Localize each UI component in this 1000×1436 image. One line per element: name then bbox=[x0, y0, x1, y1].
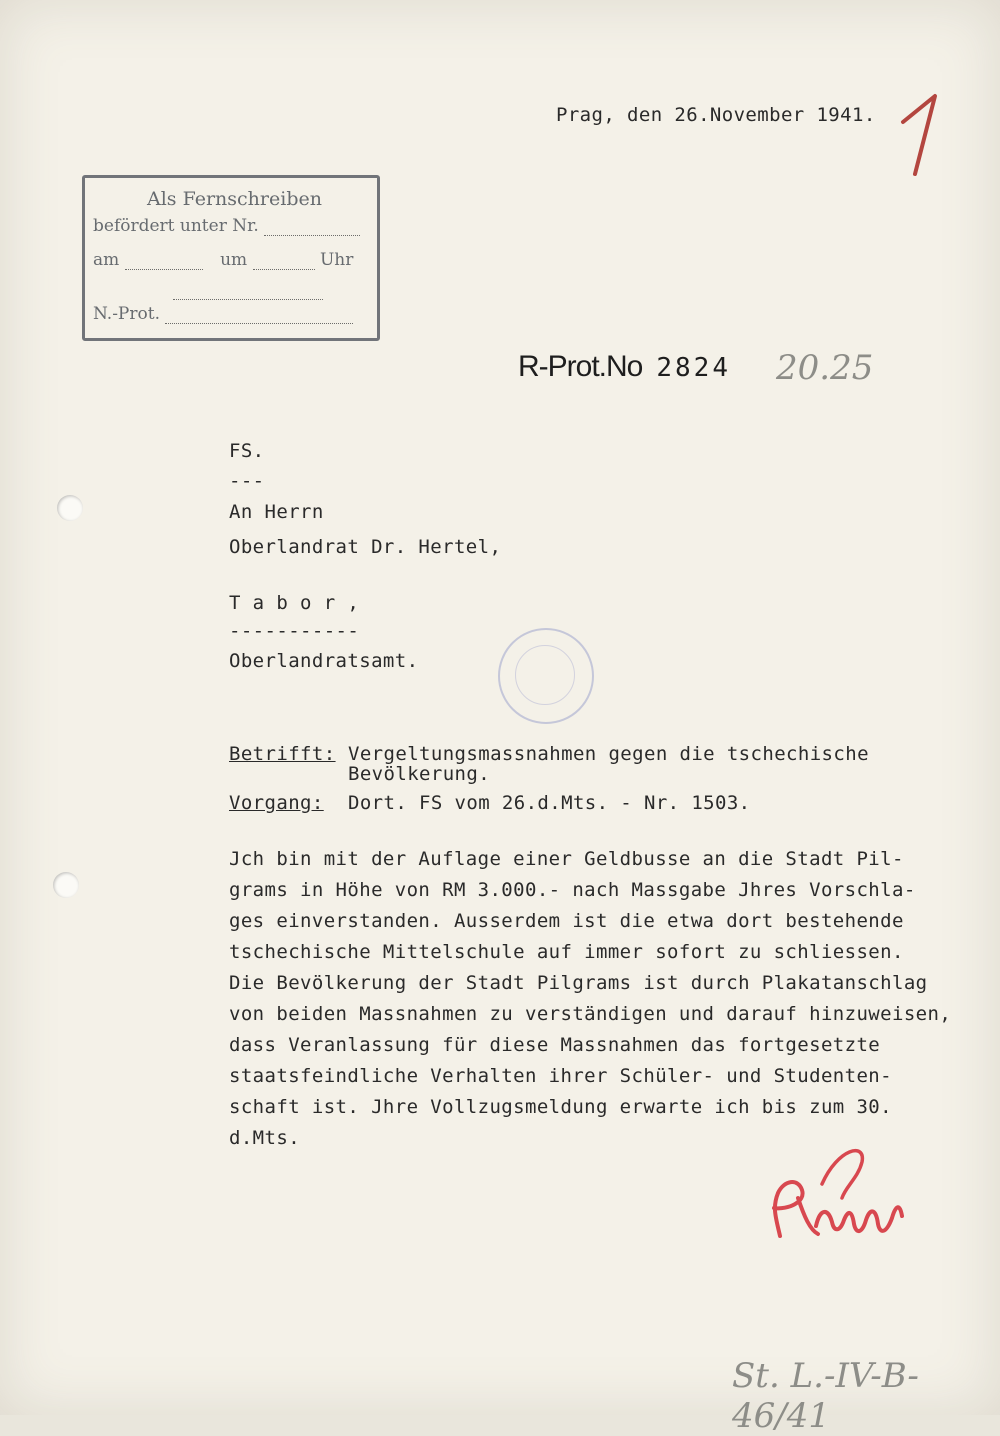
protocol-number bbox=[518, 350, 731, 384]
archive-reference: St. L.-IV-B-46/41 bbox=[732, 1356, 919, 1436]
body-line: Die Bevölkerung der Stadt Pilgrams ist durch Plakatanschlag bbox=[229, 972, 928, 994]
protocol-value: 2824 bbox=[656, 353, 731, 383]
red-signature bbox=[758, 1138, 918, 1258]
stamp-line-3 bbox=[93, 250, 353, 270]
body-line: d.Mts. bbox=[229, 1127, 301, 1149]
faint-round-stamp-inner bbox=[515, 645, 575, 705]
red-pencil-number-mark bbox=[895, 92, 955, 182]
stamp-line-blank bbox=[173, 280, 323, 300]
vorgang-text: Dort. FS vom 26.d.Mts. - Nr. 1503. bbox=[348, 792, 751, 814]
protocol-label: R-Prot.No bbox=[518, 350, 643, 383]
body-line: Jch bin mit der Auflage einer Geldbusse an die Stadt Pil- bbox=[229, 848, 904, 870]
recipient-city: T a b o r , bbox=[229, 592, 360, 614]
stamp-line-4 bbox=[93, 304, 353, 324]
stamp-um: um bbox=[220, 250, 248, 270]
stamp-uhr: Uhr bbox=[319, 250, 354, 270]
body-line: ges einverstanden. Ausserdem ist die etwa dort bestehende bbox=[229, 910, 904, 932]
body-line: staatsfeindliche Verhalten ihrer Schüler- und Studenten- bbox=[229, 1065, 892, 1087]
stamp-nprot: N.-Prot. bbox=[93, 304, 160, 324]
body-line: dass Veranlassung für diese Massnahmen das fortgesetzte bbox=[229, 1034, 881, 1056]
recipient-name: Oberlandrat Dr. Hertel, bbox=[229, 536, 502, 558]
stamp-line-2 bbox=[93, 216, 360, 236]
body-line: von beiden Massnahmen zu verständigen und darauf hinzuweisen, bbox=[229, 1003, 952, 1025]
punch-hole-top bbox=[57, 495, 83, 521]
fs-marker: FS. bbox=[229, 440, 265, 462]
body-line: grams in Höhe von RM 3.000.- nach Massgabe Jhres Vorschla- bbox=[229, 879, 916, 901]
punch-hole-bottom bbox=[53, 872, 79, 898]
vorgang-label: Vorgang: bbox=[229, 792, 324, 814]
betrifft-line-1: Vergeltungsmassnahmen gegen die tschechische bbox=[348, 743, 869, 765]
stamp-title: Als Fernschreiben bbox=[147, 188, 322, 210]
betrifft-line-2: Bevölkerung. bbox=[348, 763, 491, 785]
pencil-page-number: 20.25 bbox=[776, 348, 874, 388]
date-line: Prag, den 26.November 1941. bbox=[556, 104, 876, 126]
stamp-am: am bbox=[93, 250, 120, 270]
body-line: schaft ist. Jhre Vollzugsmeldung erwarte ich bis zum 30. bbox=[229, 1096, 892, 1118]
betrifft-label: Betrifft: bbox=[229, 743, 336, 765]
recipient-office: Oberlandratsamt. bbox=[229, 650, 419, 672]
fs-dash: --- bbox=[229, 470, 265, 492]
stamp-line-2-text: befördert unter Nr. bbox=[93, 216, 259, 236]
body-line: tschechische Mittelschule auf immer sofort zu schliessen. bbox=[229, 941, 904, 963]
salutation: An Herrn bbox=[229, 501, 324, 523]
teleprinter-stamp bbox=[82, 175, 380, 341]
city-underline: ----------- bbox=[229, 620, 360, 642]
